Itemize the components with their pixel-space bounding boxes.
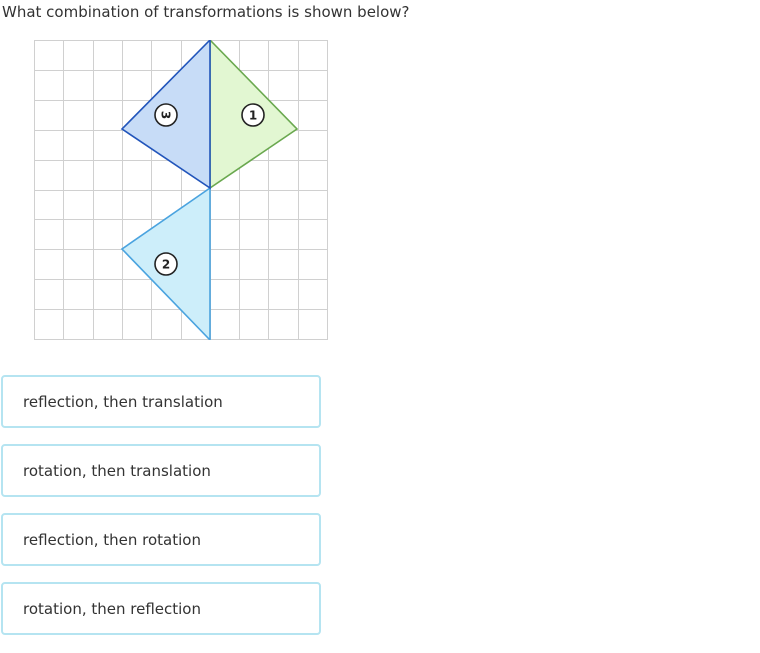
choice-reflection-then-rotation[interactable] (1, 513, 321, 566)
choice-rotation-then-reflection[interactable] (1, 582, 321, 635)
choice-label: reflection, then rotation (23, 530, 201, 549)
choice-label: reflection, then translation (23, 392, 223, 411)
triangle-1-number: 1 (248, 108, 258, 123)
choice-reflection-then-translation[interactable] (1, 375, 321, 428)
triangle-2-number: 2 (161, 257, 171, 272)
answer-choices (1, 375, 321, 651)
triangle-2-label (155, 253, 177, 275)
triangle-1-label (242, 104, 264, 126)
grid-svg (34, 40, 328, 340)
choice-label: rotation, then translation (23, 461, 211, 480)
triangle-3-label (155, 104, 177, 126)
transformation-figure (34, 40, 328, 340)
question-text: What combination of transformations is shown below? (2, 3, 410, 21)
triangle-3-number: 3 (158, 110, 173, 120)
choice-label: rotation, then reflection (23, 599, 201, 618)
choice-rotation-then-translation[interactable] (1, 444, 321, 497)
